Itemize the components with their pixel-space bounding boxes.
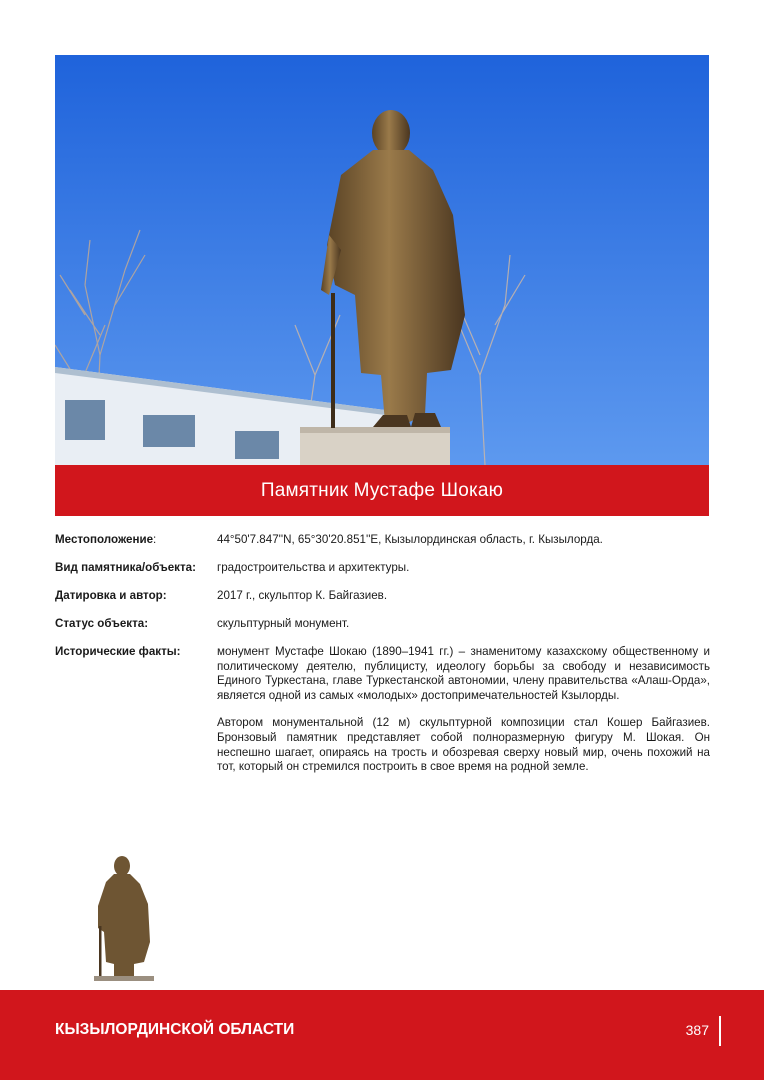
field-value: градостроительства и архитектуры.	[217, 560, 410, 574]
page-number: 387	[685, 1022, 709, 1038]
field-label: Исторические факты:	[55, 644, 181, 658]
field-label: Статус объекта:	[55, 616, 149, 630]
page-footer	[0, 990, 764, 1080]
footer-region: КЫЗЫЛОРДИНСКОЙ ОБЛАСТИ	[55, 1021, 295, 1038]
field-label: Вид памятника/объекта:	[55, 560, 196, 574]
monument-info	[55, 533, 710, 788]
field-type	[55, 561, 710, 576]
field-status	[55, 617, 710, 632]
field-location	[55, 533, 710, 548]
page-title-band	[55, 465, 709, 516]
page-title: Памятник Мустафе Шокаю	[260, 479, 504, 501]
field-label: Местоположение	[55, 533, 154, 546]
page-divider	[719, 1016, 721, 1046]
field-value: скульптурный монумент.	[217, 616, 350, 630]
field-history	[55, 645, 710, 775]
monument-photo	[55, 55, 709, 465]
field-value: 2017 г., скульптор К. Байгазиев.	[217, 588, 388, 602]
field-label-colon: :	[153, 533, 157, 546]
field-label: Датировка и автор:	[55, 588, 167, 602]
field-date-author	[55, 589, 710, 604]
history-paragraph: монумент Мустафе Шокаю (1890–1941 гг.) – знаменитому казахскому общественному и политическому деятелю, публицисту, идеологу борьбы за свободу и независимость Единого Туркестана, главе Туркестанской автономии, члену правительства «Алаш-Орда», является одной из самых «молодых» достопримечательностей Кзылорды.	[217, 644, 710, 702]
field-value: 44°50'7.847''N, 65°30'20.851''E, Кызылординская область, г. Кызылорда.	[217, 533, 603, 546]
history-paragraph: Автором монументальной (12 м) скульптурной композиции стал Кошер Байгазиев. Бронзовый памятник представляет собой полноразмерную фигуру М. Шокая. Он неспешно шагает, опираясь на трость и обозревая сверху новый мир, очень похожий на тот, который он стремился построить в свое время на родной земле.	[217, 716, 710, 774]
statue-thumbnail	[72, 842, 184, 987]
